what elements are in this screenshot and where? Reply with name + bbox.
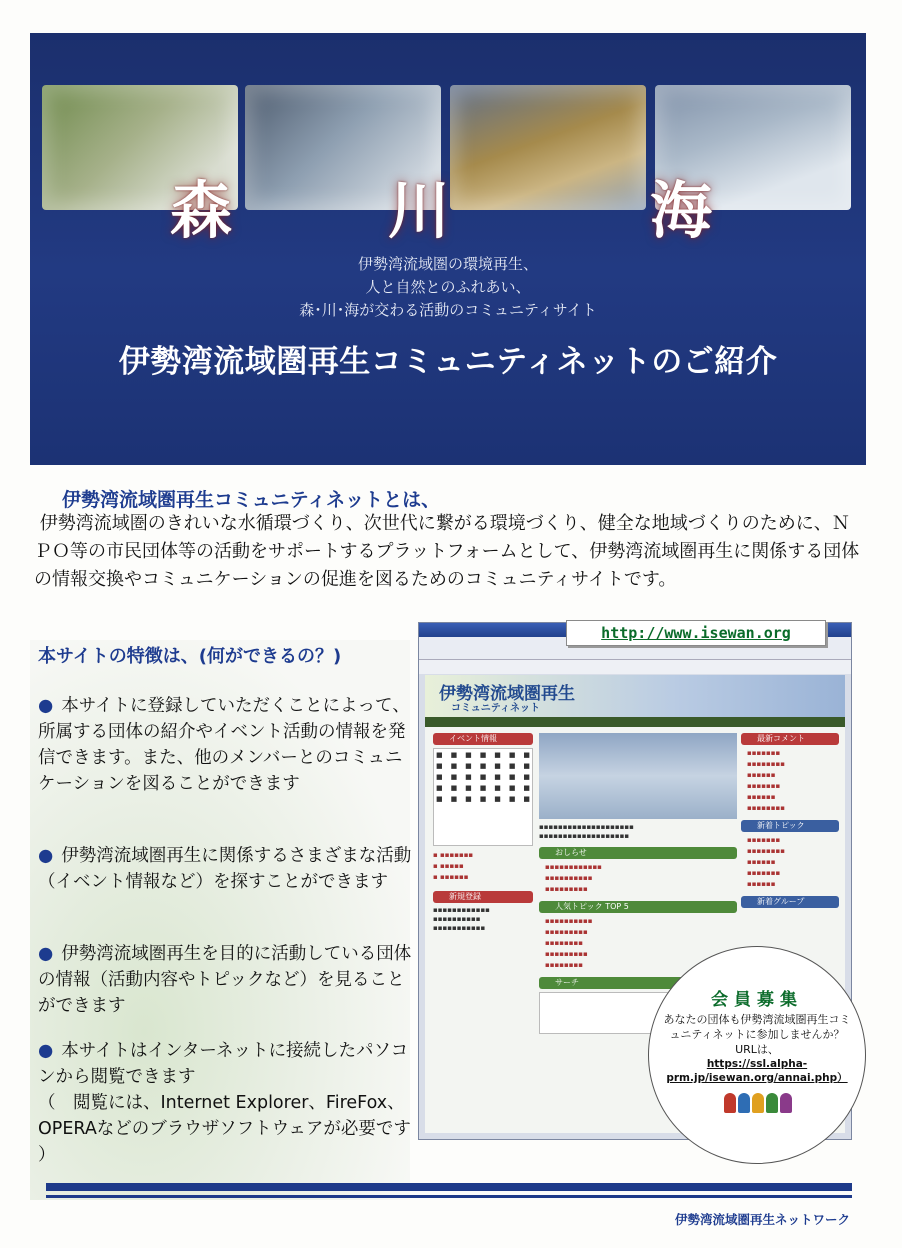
- tagline-line: 森･川･海が交わる活動のコミュニティサイト: [299, 301, 597, 319]
- membership-link-suffix: ）: [837, 1072, 848, 1084]
- membership-url[interactable]: https://ssl.alpha-prm.jp/isewan.org/annai.php: [666, 1058, 838, 1084]
- browser-requirements: （ 閲覧には、Internet Explorer、FireFox、OPERAなどのブラウザソフトウェアが必要です ）: [38, 1093, 411, 1165]
- register-box-header: 新規登録: [433, 891, 533, 903]
- membership-link[interactable]: [649, 1057, 865, 1085]
- footer-org: 伊勢湾流域圏再生ネットワーク: [674, 1212, 850, 1227]
- footer-rule: [46, 1183, 852, 1191]
- feature-text: 本サイトに登録していただくことによって、所属する団体の紹介やイベント活動の情報を発信できます。また、他のメンバーとのコミュニケーションを図ることができます: [38, 696, 410, 794]
- bullet-icon: ●: [38, 944, 54, 964]
- person-icon: [738, 1093, 750, 1113]
- news-box-header: おしらせ: [539, 847, 737, 859]
- browser-tabs: [419, 660, 851, 674]
- person-icon: [780, 1093, 792, 1113]
- footer-rule-thin: [46, 1195, 852, 1198]
- register-text: ▪▪▪▪▪▪▪▪▪▪▪▪ ▪▪▪▪▪▪▪▪▪▪ ▪▪▪▪▪▪▪▪▪▪▪: [433, 906, 490, 932]
- tagline-line: 伊勢湾流域圏の環境再生、: [357, 255, 538, 273]
- person-icon: [752, 1093, 764, 1113]
- new-topics-list: ▪▪▪▪▪▪▪ ▪▪▪▪▪▪▪▪ ▪▪▪▪▪▪ ▪▪▪▪▪▪▪ ▪▪▪▪▪▪: [747, 836, 785, 888]
- membership-title: 会員募集: [711, 990, 803, 1010]
- feature-item: [38, 843, 416, 895]
- intro-text: 伊勢湾流域圏のきれいな水循環づくり、次世代に繋がる環境づくり、健全な地域づくりのために、ＮＰＯ等の市民団体等の活動をサポートするプラットフォームとして、伊勢湾流域圏再生に関係する団体の情報交換やコミュニケーションの促進を図るためのコミュニティサイトです。: [34, 513, 860, 590]
- page-title: 伊勢湾流域圏再生コミュニティネットのご紹介: [118, 344, 778, 380]
- field-photo: [450, 85, 646, 210]
- intro-heading: 伊勢湾流域圏再生コミュニティネットとは、: [62, 489, 441, 511]
- feature-item: [38, 693, 416, 797]
- intro-body: [34, 510, 864, 594]
- search-box-header: サーチ: [539, 977, 737, 989]
- new-groups-box-header: 新着グループ: [741, 896, 839, 908]
- header-banner: [30, 33, 866, 465]
- topics-box-header: 人気トピック TOP 5: [539, 901, 737, 913]
- feature-item: [38, 1038, 416, 1168]
- calendar: ■ ■ ■ ■ ■ ■ ■ ■ ■ ■ ■ ■ ■ ■ ■ ■ ■ ■ ■ ■ ■ ■ ■ ■ ■ ■ ■ ■ ■ ■ ■ ■ ■ ■ ■: [433, 748, 533, 846]
- membership-text: あなたの団体も伊勢湾流域圏再生コミュニティネットに参加しませんか？URLは、: [663, 1013, 851, 1056]
- bullet-icon: ●: [38, 696, 54, 716]
- bullet-icon: ●: [38, 1041, 54, 1061]
- events-box-header: イベント情報: [433, 733, 533, 745]
- bullet-icon: ●: [38, 846, 54, 866]
- feature-text: 伊勢湾流域圏再生に関係するさまざまな活動（イベント情報など）を探すことができます: [38, 846, 412, 892]
- topics-list: ▪▪▪▪▪▪▪▪▪▪ ▪▪▪▪▪▪▪▪▪ ▪▪▪▪▪▪▪▪ ▪▪▪▪▪▪▪▪▪ ▪▪▪▪▪▪▪▪: [545, 917, 593, 969]
- feature-text: 本サイトはインターネットに接続したパソコンから閲覧できます: [38, 1041, 409, 1087]
- kanji-sea: 海: [650, 174, 713, 247]
- new-topics-box-header: 新着トピック: [741, 820, 839, 832]
- site-right-column: [741, 733, 839, 911]
- site-url[interactable]: http://www.isewan.org: [566, 620, 826, 646]
- feature-item: [38, 941, 416, 1019]
- event-list: ▪ ▪▪▪▪▪▪▪ ▪ ▪▪▪▪▪ ▪ ▪▪▪▪▪▪: [433, 851, 474, 881]
- feature-text: 伊勢湾流域圏再生を目的に活動している団体の情報（活動内容やトピックなど）を見ることができます: [38, 944, 412, 1016]
- kanji-river: 川: [388, 174, 451, 247]
- welcome-text: ▪▪▪▪▪▪▪▪▪▪▪▪▪▪▪▪▪▪▪▪ ▪▪▪▪▪▪▪▪▪▪▪▪▪▪▪▪▪▪▪: [539, 823, 634, 840]
- membership-callout: [648, 946, 866, 1164]
- tagline-line: 人と自然とのふれあい、: [365, 278, 531, 296]
- comments-list: ▪▪▪▪▪▪▪ ▪▪▪▪▪▪▪▪ ▪▪▪▪▪▪ ▪▪▪▪▪▪▪ ▪▪▪▪▪▪ ▪▪▪▪▪▪▪▪: [747, 749, 785, 812]
- kanji-forest: 森: [170, 174, 233, 247]
- features-heading: 本サイトの特徴は、(何ができるの？): [38, 646, 342, 667]
- site-left-column: [433, 733, 533, 939]
- site-nav-bar: [425, 717, 845, 727]
- news-list: ▪▪▪▪▪▪▪▪▪▪▪▪ ▪▪▪▪▪▪▪▪▪▪ ▪▪▪▪▪▪▪▪▪: [545, 863, 602, 893]
- person-icon: [766, 1093, 778, 1113]
- site-logo: 伊勢湾流域圏再生: [439, 684, 575, 704]
- comments-box-header: 最新コメント: [741, 733, 839, 745]
- main-photo: [539, 733, 737, 819]
- person-icon: [724, 1093, 736, 1113]
- site-header: [425, 675, 845, 717]
- site-logo-sub: コミュニティネット: [451, 703, 540, 714]
- people-illustration: [722, 1089, 792, 1117]
- banner-tagline: [30, 253, 866, 322]
